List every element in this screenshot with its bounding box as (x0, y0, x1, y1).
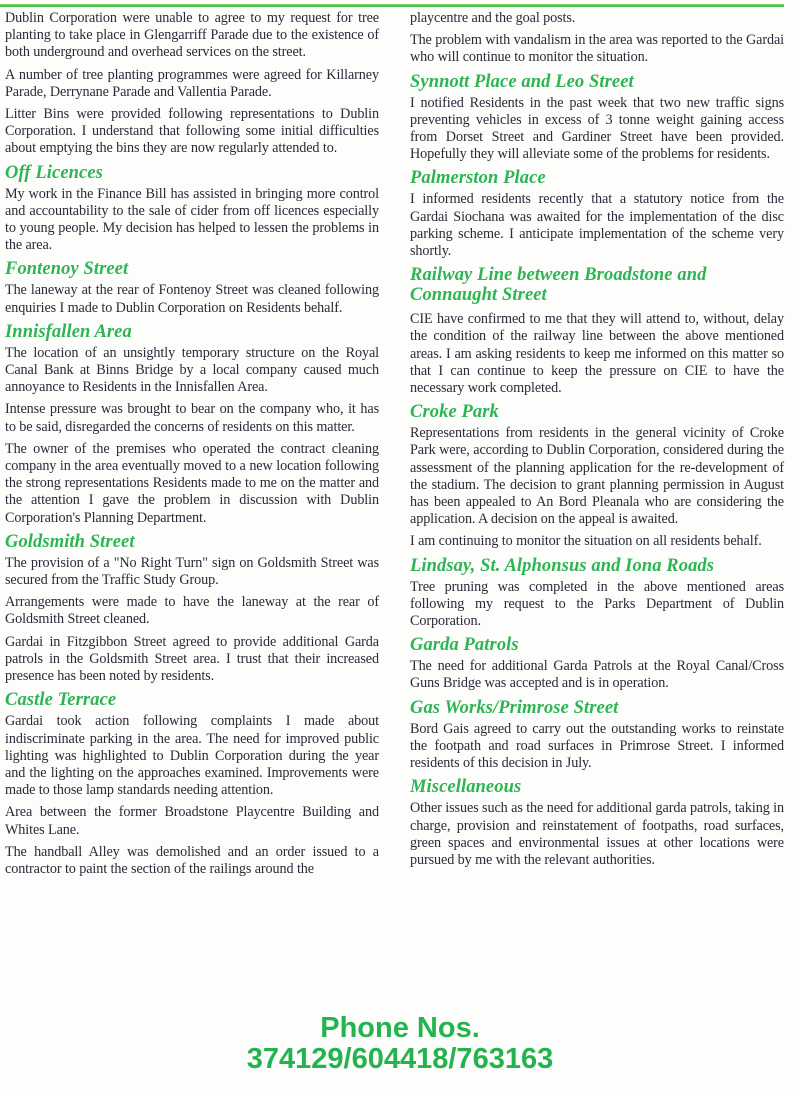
paragraph: CIE have confirmed to me that they will attend to, without, delay the condition of the railway line between the above mentioned areas. I am asking residents to keep me informed on this matter so that I can continue to keep the pressure on CIE to have the necessary work completed. (410, 311, 784, 397)
paragraph: The problem with vandalism in the area was reported to the Gardai who will continue to monitor the situation. (410, 32, 784, 66)
paragraph: I informed residents recently that a statutory notice from the Gardai Siochana was awaited for the implementation of the disc parking scheme. I anticipate implementation of the scheme very shortly. (410, 191, 784, 260)
paragraph: The location of an unsightly temporary structure on the Royal Canal Bank at Binns Bridge by a local company caused much annoyance to Residents in the Innisfallen Area. (5, 344, 379, 396)
paragraph: Intense pressure was brought to bear on the company who, it has to be said, disregarded the concerns of residents on this matter. (5, 401, 379, 435)
paragraph: I am continuing to monitor the situation on all residents behalf. (410, 533, 762, 550)
section-heading-castle-terrace: Castle Terrace (5, 690, 117, 711)
phone-footer (0, 1013, 800, 1075)
section-heading-lindsay-alphonsus-iona: Lindsay, St. Alphonsus and Iona Roads (410, 555, 715, 576)
paragraph: Other issues such as the need for additional garda patrols, taking in charge, provision and reinstatement of footpaths, road surfaces, green spaces and environmental issues at other locations were pursued by me with the relevant authorities. (410, 800, 784, 868)
section-heading-goldsmith-street: Goldsmith Street (5, 531, 135, 552)
paragraph: Litter Bins were provided following representations to Dublin Corporation. I understand that following some initial difficulties about emptying the bins they are now regularly attended to. (5, 106, 379, 157)
paragraph: The need for additional Garda Patrols at the Royal Canal/Cross Guns Bridge was accepted and is in operation. (410, 658, 784, 692)
section-heading-gas-works-primrose: Gas Works/Primrose Street (410, 697, 619, 718)
paragraph: The laneway at the rear of Fontenoy Street was cleaned following enquiries I made to Dublin Corporation on Residents behalf. (5, 282, 379, 316)
right-column (410, 10, 784, 874)
section-heading-fontenoy-street: Fontenoy Street (5, 259, 129, 280)
section-heading-off-licences: Off Licences (5, 162, 103, 183)
section-heading-garda-patrols: Garda Patrols (410, 635, 519, 656)
paragraph: Representations from residents in the general vicinity of Croke Park were, according to Dublin Corporation, considered during the assessment of the planning application for the re-development of the stadium. The decision to grant planning permission in August has been appealed to An Bord Pleanala who are considering the application. A decision on the appeal is awaited. (410, 425, 784, 528)
paragraph: Gardai in Fitzgibbon Street agreed to provide additional Garda patrols in the Goldsmith Street area. I trust that their increased presence has been noted by residents. (5, 633, 379, 685)
paragraph: The owner of the premises who operated the contract cleaning company in the area eventually moved to a new location following the strong representations Residents made to me on the matter and the attention I gave the problem in discussion with Dublin Corporation's Planning Department. (5, 440, 379, 526)
paragraph: The handball Alley was demolished and an order issued to a contractor to paint the section of the railings around the (5, 843, 379, 877)
paragraph: My work in the Finance Bill has assisted in bringing more control and accountability to the sale of cider from off licences especially to young people. My decision has helped to lessen the problems in the area. (5, 185, 379, 254)
paragraph: A number of tree planting programmes were agreed for Killarney Parade, Derrynane Parade and Vallentia Parade. (5, 66, 379, 100)
section-heading-miscellaneous: Miscellaneous (410, 777, 522, 798)
section-heading-innisfallen-area: Innisfallen Area (5, 321, 132, 342)
section-heading-synnott-place: Synnott Place and Leo Street (410, 71, 634, 92)
phone-numbers: 374129/604418/763163 (246, 1043, 554, 1075)
paragraph: I notified Residents in the past week that two new traffic signs preventing vehicles in excess of 3 tonne weight gaining access from Dorset Street and Gardiner Street have been provided. Hopefully they will alleviate some of the problems for residents. (410, 94, 784, 163)
left-column (5, 10, 379, 883)
paragraph: Area between the former Broadstone Playcentre Building and Whites Lane. (5, 804, 379, 838)
paragraph: Gardai took action following complaints I made about indiscriminate parking in the area. The need for improved public lighting was highlighted to Dublin Corporation during the year and the lighting on the approaches examined. Improvements were made to those lamp standards needing attention. (5, 713, 379, 799)
paragraph: playcentre and the goal posts. (410, 10, 576, 26)
section-heading-railway-line: Railway Line between Broadstone and Connaught Street (410, 265, 707, 306)
paragraph: Arrangements were made to have the laneway at the rear of Goldsmith Street cleaned. (5, 594, 379, 628)
top-green-rule (0, 4, 784, 7)
section-heading-croke-park: Croke Park (410, 402, 499, 423)
paragraph: Tree pruning was completed in the above mentioned areas following my request to the Parks Department of Dublin Corporation. (410, 578, 784, 630)
paragraph: Bord Gais agreed to carry out the outstanding works to reinstate the footpath and road surfaces in Primrose Street. I informed residents of this decision in July. (410, 720, 784, 772)
paragraph: The provision of a "No Right Turn" sign on Goldsmith Street was secured from the Traffic Study Group. (5, 554, 379, 589)
section-heading-palmerston-place: Palmerston Place (410, 168, 546, 189)
paragraph: Dublin Corporation were unable to agree to my request for tree planting to take place in Glengarriff Parade due to the existence of both underground and overhead services on the street. (5, 10, 379, 61)
phone-label: Phone Nos. (320, 1012, 480, 1044)
